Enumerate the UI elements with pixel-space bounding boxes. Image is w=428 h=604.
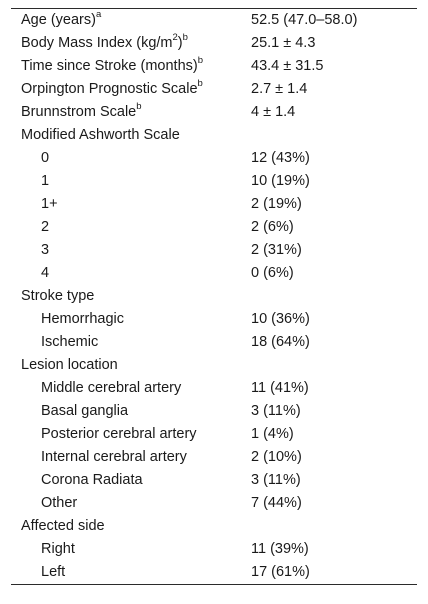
row-value: 11 (39%) — [251, 541, 309, 557]
row-value: 10 (19%) — [251, 173, 310, 189]
row-label: Brunnstrom Scale$^b$ — [21, 101, 142, 120]
row-value: 2 (31%) — [251, 242, 302, 258]
row-age — [11, 9, 417, 32]
row-other — [11, 492, 417, 515]
row-ashworth-1plus — [11, 193, 417, 216]
row-basal-ganglia — [11, 400, 417, 423]
row-section-ashworth — [11, 124, 417, 147]
section-label: Affected side — [21, 518, 105, 534]
row-bmi — [11, 32, 417, 55]
row-orpington — [11, 78, 417, 101]
row-hemorrhagic — [11, 308, 417, 331]
row-label: Left — [41, 564, 66, 580]
row-value: 2.7 ± 1.4 — [251, 81, 308, 97]
row-label: 1+ — [41, 196, 58, 212]
row-label: Hemorrhagic — [41, 311, 124, 327]
row-section-affected-side — [11, 515, 417, 538]
row-middle-cerebral-artery — [11, 377, 417, 400]
row-value: 2 (19%) — [251, 196, 302, 212]
row-label: Posterior cerebral artery — [41, 426, 197, 442]
row-ashworth-3 — [11, 239, 417, 262]
characteristics-table — [11, 8, 417, 585]
row-ashworth-4 — [11, 262, 417, 285]
row-label: Other — [41, 495, 78, 511]
row-ashworth-1 — [11, 170, 417, 193]
row-value: 12 (43%) — [251, 150, 310, 166]
row-value: 0 (6%) — [251, 265, 294, 281]
row-value: 1 (4%) — [251, 426, 294, 442]
row-label: Corona Radiata — [41, 472, 143, 488]
row-value: 52.5 (47.0–58.0) — [251, 12, 358, 28]
row-label: 2 — [41, 219, 50, 235]
row-label: Body Mass Index $(kg/m^2)^b$ — [21, 32, 188, 51]
section-label: Modified Ashworth Scale — [21, 127, 180, 143]
row-time-since-stroke — [11, 55, 417, 78]
row-label: Middle cerebral artery — [41, 380, 182, 396]
row-value: 2 (6%) — [251, 219, 294, 235]
row-value: 17 (61%) — [251, 564, 310, 580]
row-label: Age (years)$^a$ — [21, 9, 102, 28]
row-value: 18 (64%) — [251, 334, 310, 350]
row-ashworth-0 — [11, 147, 417, 170]
row-label: 1 — [41, 173, 50, 189]
row-label: Orpington Prognostic Scale$^b$ — [21, 78, 203, 97]
row-corona-radiata — [11, 469, 417, 492]
row-value: 3 (11%) — [251, 472, 301, 488]
row-brunnstrom — [11, 101, 417, 124]
row-ischemic — [11, 331, 417, 354]
row-label: Time since Stroke (months)$^b$ — [21, 55, 204, 74]
row-value: 25.1 ± 4.3 — [251, 35, 316, 51]
row-label: 4 — [41, 265, 50, 281]
row-internal-cerebral-artery — [11, 446, 417, 469]
row-value: 4 ± 1.4 — [251, 104, 296, 120]
row-value: 2 (10%) — [251, 449, 302, 465]
row-value: 7 (44%) — [251, 495, 302, 511]
row-label: 0 — [41, 150, 50, 166]
row-value: 3 (11%) — [251, 403, 301, 419]
row-value: 10 (36%) — [251, 311, 310, 327]
row-section-stroke-type — [11, 285, 417, 308]
row-right — [11, 538, 417, 561]
row-value: 11 (41%) — [251, 380, 309, 396]
row-section-lesion-location — [11, 354, 417, 377]
row-ashworth-2 — [11, 216, 417, 239]
row-label: Basal ganglia — [41, 403, 129, 419]
row-posterior-cerebral-artery — [11, 423, 417, 446]
row-label: 3 — [41, 242, 50, 258]
section-label: Stroke type — [21, 288, 95, 304]
row-label: Internal cerebral artery — [41, 449, 187, 465]
row-label: Right — [41, 541, 75, 557]
row-label: Ischemic — [41, 334, 99, 350]
row-left — [11, 561, 417, 584]
row-value: 43.4 ± 31.5 — [251, 58, 324, 74]
section-label: Lesion location — [21, 357, 118, 373]
